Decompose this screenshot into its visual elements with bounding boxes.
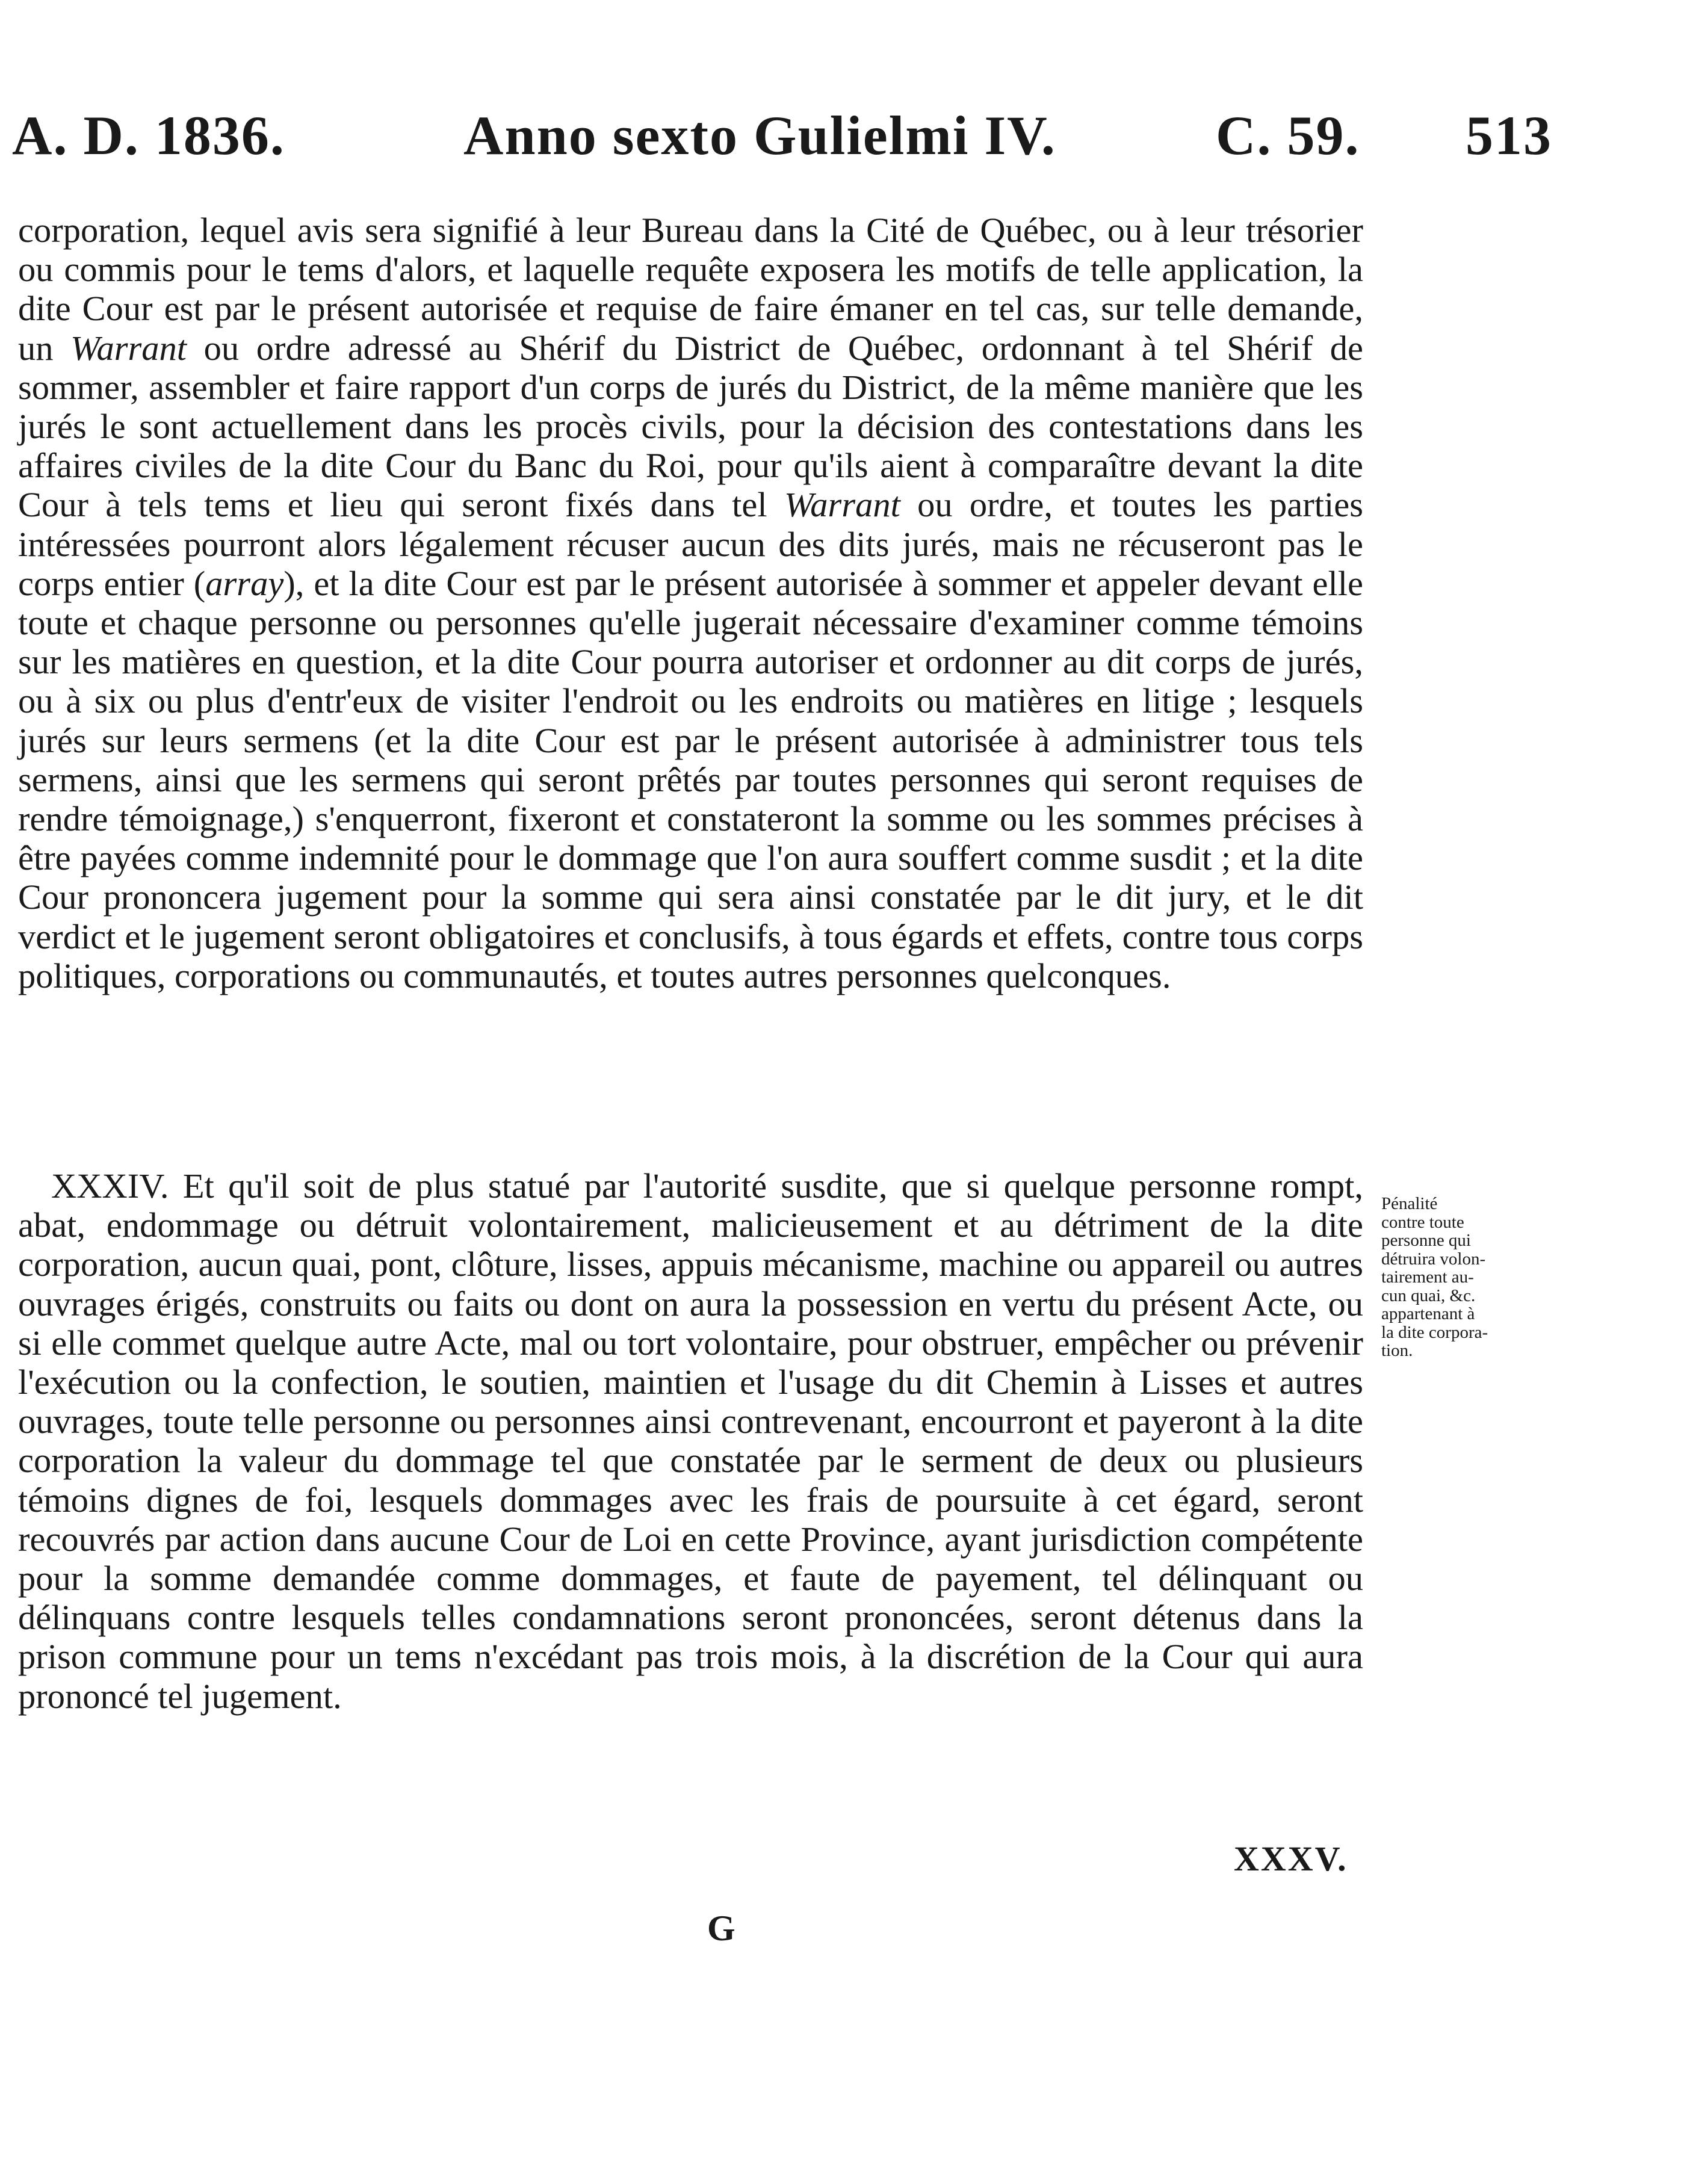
margin-note-line: Pénalité — [1381, 1194, 1438, 1213]
margin-note-line: la dite corpora- — [1381, 1322, 1488, 1342]
warrant-term-2: Warrant — [784, 485, 900, 525]
header-title: Anno sexto Gulielmi IV. — [463, 105, 1056, 166]
paragraph-1-text-c: ou ordre, et toutes les parties intéressées pourront alors légalement récuser aucun des dits jurés, mais ne récuseront pas le corps entier ( — [18, 485, 1363, 603]
header-chapter: C. 59. — [1216, 105, 1360, 166]
catchword: XXXV. — [1234, 1839, 1348, 1878]
header-year: A. D. 1836. — [12, 105, 285, 166]
margin-note-line: cun quai, &c. — [1381, 1285, 1476, 1305]
signature-mark: G — [707, 1908, 735, 1948]
paragraph-continuation — [18, 211, 1363, 995]
warrant-term-1: Warrant — [70, 328, 187, 368]
margin-note-line: contre toute — [1381, 1212, 1464, 1232]
margin-note-line: appartenant à — [1381, 1304, 1475, 1323]
section-xxxiv-paragraph — [18, 1166, 1363, 1716]
running-header — [12, 102, 1553, 169]
section-xxxiv-text: Et qu'il soit de plus statué par l'autorité susdite, que si quelque personne rompt, abat, endommage ou détruit volontairement, malicieusement et au détriment de la dite corporation, aucun quai, pont, clôture, lisses, appuis mécanisme, machine ou appareil ou autres ouvrages érigés, construits ou faits ou dont on aura la possession en vertu du présent Acte, ou si elle commet quelque autre Acte, mal ou tort volontaire, pour obstruer, empêcher ou prévenir l'exécution ou la confection, le soutien, maintien et l'usage du dit Chemin à Lisses et autres ouvrages, toute telle personne ou personnes ainsi contrevenant, encourront et payeront à la dite corporation la valeur du dommage tel que constatée par le serment de deux ou plusieurs témoins dignes de foi, lesquels dommages avec les frais de poursuite à cet égard, seront recouvrés par action dans aucune Cour de Loi en cette Province, ayant jurisdiction compétente pour la somme demandée comme dommages, et faute de payement, tel délinquant ou délinquans contre lesquels telles condamnations seront prononcées, seront détenus dans la prison commune pour un tems n'excédant pas trois mois, à la discrétion de la Cour qui aura prononcé tel jugement. — [18, 1166, 1363, 1716]
marginal-note — [1381, 1195, 1562, 1360]
page-number: 513 — [1466, 105, 1552, 166]
paragraph-1-text-a: corporation, lequel avis sera signifié à leur Bureau dans la Cité de Québec, ou à leur trésorier ou commis pour le tems d'alors, et laquelle requête exposera les motifs de telle application, la dite Cour est par le présent autorisée et requise de faire émaner en tel cas, sur telle demande, un — [18, 211, 1363, 368]
margin-note-line: détruira volon- — [1381, 1249, 1486, 1269]
array-term: array — [205, 563, 284, 603]
section-number: XXXIV. — [51, 1166, 169, 1205]
margin-note-line: personne qui — [1381, 1231, 1471, 1250]
margin-note-line: tion. — [1381, 1341, 1413, 1360]
paragraph-1-text-b: ou ordre adressé au Shérif du District de Québec, ordonnant à tel Shérif de sommer, assembler et faire rapport d'un corps de jurés du District, de la même manière que les jurés le sont actuellement dans les procès civils, pour la décision des contestations dans les affaires civiles de la dite Cour du Banc du Roi, pour qu'ils aient à comparaître devant la dite Cour à tels tems et lieu qui seront fixés dans tel — [18, 328, 1363, 525]
paragraph-1-text-d: ), et la dite Cour est par le présent autorisée à sommer et appeler devant elle toute et chaque personne ou personnes qu'elle jugerait nécessaire d'examiner comme témoins sur les matières en question, et la dite Cour pourra autoriser et ordonner au dit corps de jurés, ou à six ou plus d'entr'eux de visiter l'endroit ou les endroits ou matières en litige ; lesquels jurés sur leurs sermens (et la dite Cour est par le présent autorisée à administrer tous tels sermens, ainsi que les sermens qui seront prêtés par toutes personnes qui seront requises de rendre témoignage,) s'enquerront, fixeront et constateront la somme ou les sommes précises à être payées comme indemnité pour le dommage que l'on aura souffert comme susdit ; et la dite Cour prononcera jugement pour la somme qui sera ainsi constatée par le dit jury, et le dit verdict et le jugement seront obligatoires et conclusifs, à tous égards et effets, contre tous corps politiques, corporations ou communautés, et toutes autres personnes quelconques. — [18, 563, 1363, 995]
margin-note-line: tairement au- — [1381, 1267, 1474, 1287]
